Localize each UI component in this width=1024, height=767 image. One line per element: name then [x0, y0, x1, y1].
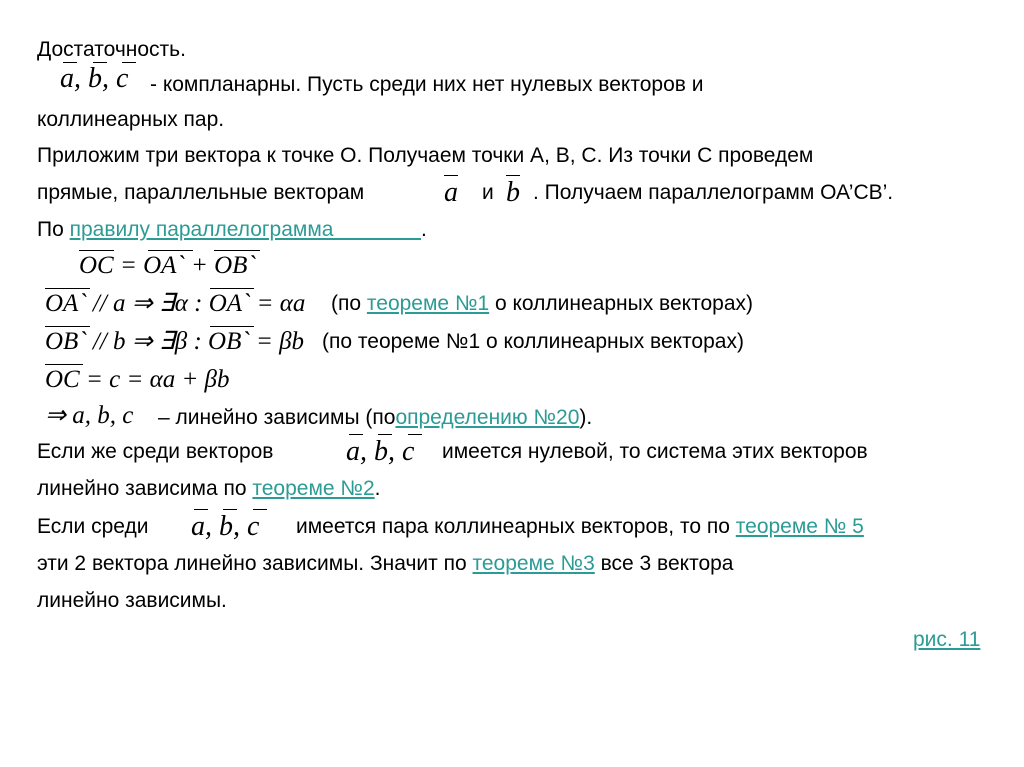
- line-2: коллинеарных пар.: [37, 108, 225, 131]
- vector-bar: [148, 250, 193, 251]
- vector-bar: [45, 364, 83, 365]
- equation-5-note: [158, 406, 592, 430]
- line-7-text-b: .: [374, 477, 381, 500]
- link-theorem-3[interactable]: теореме №3: [472, 552, 595, 575]
- eq5-text-b: ).: [579, 406, 593, 429]
- vector-bar: [210, 326, 254, 327]
- vector-bar: [408, 434, 422, 435]
- line-5-text-b: .: [421, 218, 427, 241]
- vector-bar: [63, 62, 77, 63]
- equation-2-note: [331, 292, 753, 316]
- line-9-text-b: все 3 вектора: [600, 552, 734, 575]
- vector-bar: [45, 288, 90, 289]
- equation-4: OC = c = αa + βb: [45, 366, 230, 393]
- vector-bar: [79, 250, 114, 251]
- vector-bar: [378, 434, 392, 435]
- vector-bar: [444, 175, 458, 176]
- vector-bar: [194, 509, 208, 510]
- vector-bar: [122, 62, 136, 63]
- math-abc-3: a, b, c: [191, 511, 260, 542]
- line-1-text: - компланарны. Пусть среди них нет нулевых векторов и: [150, 73, 704, 96]
- link-figure-11[interactable]: рис. 11: [913, 628, 981, 651]
- equation-5: ⇒ a, b, c: [45, 402, 134, 429]
- line-5-text-a: По: [37, 218, 64, 241]
- figure-ref: [913, 628, 980, 652]
- line-8-text: [296, 515, 864, 539]
- vector-bar: [214, 250, 260, 251]
- link-theorem-5[interactable]: теореме № 5: [735, 515, 864, 538]
- line-3: Приложим три вектора к точке О. Получаем точки А, В, С. Из точки С проведем: [37, 144, 814, 167]
- link-theorem-2[interactable]: теореме №2: [252, 477, 375, 500]
- vector-bar: [223, 509, 237, 510]
- equation-3-note: (по теореме №1 о коллинеарных векторах): [322, 330, 744, 353]
- equation-1: OC = OA` + OB`: [79, 252, 256, 279]
- line-10: линейно зависимы.: [37, 589, 227, 612]
- line-9-text-a: эти 2 вектора линейно зависимы. Значит по: [37, 552, 467, 575]
- line-9: [37, 552, 733, 576]
- line-6-text-b: имеется нулевой, то система этих векторов: [442, 440, 868, 463]
- equation-3: OB` // b ⇒ ∃β : OB` = βb: [45, 328, 305, 355]
- line-6-text-a: Если же среди векторов: [37, 440, 274, 463]
- math-vec-a: a: [444, 177, 458, 208]
- heading: Достаточность.: [37, 38, 186, 61]
- vector-bar: [210, 288, 254, 289]
- vector-bar: [253, 509, 267, 510]
- link-definition-20[interactable]: определению №20: [395, 406, 580, 429]
- line-7-text-a: линейно зависима по: [37, 477, 247, 500]
- vector-bar: [93, 62, 107, 63]
- line-7: [37, 477, 380, 501]
- math-abc-1: a, b, c: [60, 63, 129, 94]
- link-theorem-1[interactable]: теореме №1: [366, 292, 490, 315]
- math-vec-b: b: [506, 177, 520, 208]
- line-5: [37, 218, 427, 242]
- line-4-text-a: прямые, параллельные векторам: [37, 181, 365, 204]
- vector-bar: [349, 434, 363, 435]
- line-4-text-b: и: [482, 181, 494, 204]
- eq2-text-b: о коллинеарных векторах): [495, 292, 753, 315]
- line-4-text-c: . Получаем параллелограмм ОА’СВ’.: [533, 181, 894, 204]
- line-8-text-a: Если среди: [37, 515, 149, 538]
- vector-bar: [506, 175, 520, 176]
- equation-2: OA` // a ⇒ ∃α : OA` = αa: [45, 290, 306, 317]
- line-8-text-b: имеется пара коллинеарных векторов, то по: [296, 515, 730, 538]
- eq5-text-a: – линейно зависимы (по: [158, 406, 396, 429]
- eq2-text-a: (по: [331, 292, 362, 315]
- math-abc-2: a, b, c: [346, 436, 415, 467]
- vector-bar: [45, 326, 90, 327]
- link-parallelogram-rule[interactable]: правилу параллелограмма: [69, 218, 421, 241]
